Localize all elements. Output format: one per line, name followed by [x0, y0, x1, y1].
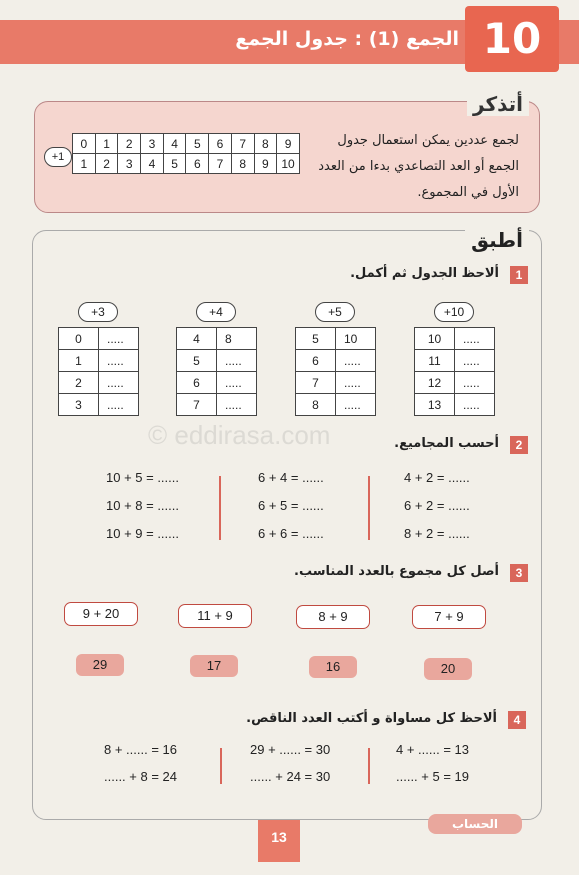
table-cell: 8 [254, 134, 277, 154]
table-cell: 2 [59, 372, 99, 394]
exercise-4-number: 4 [508, 711, 526, 729]
table-cell: 0 [59, 328, 99, 350]
calc-line: 8 + 2 = ...... [404, 526, 470, 541]
table-cell: ..... [99, 372, 139, 394]
table-cell: 1 [59, 350, 99, 372]
plus-one-badge: +1 [44, 147, 72, 167]
table-badge: +5 [315, 302, 355, 322]
table-cell: 6 [209, 134, 232, 154]
table-badge: +3 [78, 302, 118, 322]
exercise-3-instruction: أصل كل مجموع بالعدد المناسب. [294, 564, 499, 579]
table-cell: ..... [455, 394, 495, 416]
table-cell: ..... [455, 350, 495, 372]
exercise-4-instruction: ألاحظ كل مساواة و أكتب العدد الناقص. [246, 711, 497, 726]
exercise-1-table [176, 327, 257, 416]
calc-line: 6 + 5 = ...... [258, 498, 324, 513]
answer-box[interactable]: 20 [424, 658, 472, 680]
calc-line: ...... + 5 = 19 [396, 769, 469, 784]
answer-box[interactable]: 29 [76, 654, 124, 676]
table-cell: ..... [99, 350, 139, 372]
table-cell: 8 [296, 394, 336, 416]
table-cell: 10 [336, 328, 376, 350]
table-cell: 13 [415, 394, 455, 416]
apply-title: أطبق [465, 228, 529, 252]
table-cell: 9 [277, 134, 300, 154]
answer-box[interactable]: 16 [309, 656, 357, 678]
calc-line: 4 + ...... = 13 [396, 742, 469, 757]
table-cell: 6 [177, 372, 217, 394]
table-cell: 7 [296, 372, 336, 394]
table-cell: 11 [415, 350, 455, 372]
table-cell: ..... [336, 372, 376, 394]
watermark: © eddirasa.com [148, 420, 331, 450]
table-cell: 12 [415, 372, 455, 394]
remember-text: لجمع عددين يمكن استعمال جدول الجمع أو العد التصاعدي بدءا من العدد الأول في المجموع. [318, 133, 519, 200]
table-cell: 3 [141, 134, 164, 154]
calc-line: 8 + ...... = 16 [104, 742, 177, 757]
column-divider [220, 748, 222, 784]
table-cell: 2 [118, 134, 141, 154]
table-cell: ..... [217, 394, 257, 416]
table-badge: +10 [434, 302, 474, 322]
table-cell: 5 [186, 134, 209, 154]
table-cell: ..... [455, 372, 495, 394]
table-cell: ..... [336, 394, 376, 416]
sum-box[interactable]: 11 + 9 [178, 604, 252, 628]
table-cell: 1 [95, 134, 118, 154]
sum-box[interactable]: 8 + 9 [296, 605, 370, 629]
table-cell: 1 [73, 154, 96, 174]
calc-line: 6 + 4 = ...... [258, 470, 324, 485]
calc-line: 6 + 6 = ...... [258, 526, 324, 541]
table-cell: 3 [118, 154, 141, 174]
sum-box[interactable]: 7 + 9 [412, 605, 486, 629]
calc-line: 10 + 8 = ...... [106, 498, 179, 513]
exercise-2-number: 2 [510, 436, 528, 454]
table-cell: ..... [217, 350, 257, 372]
table-cell: 6 [296, 350, 336, 372]
lesson-title: الجمع (1) : جدول الجمع [235, 28, 459, 50]
exercise-1-table [58, 327, 139, 416]
table-cell: ..... [217, 372, 257, 394]
table-cell: 5 [296, 328, 336, 350]
table-cell: 6 [186, 154, 209, 174]
exercise-2-instruction: أحسب المجاميع. [394, 436, 499, 451]
calc-line: 10 + 9 = ...... [106, 526, 179, 541]
table-cell: 9 [254, 154, 277, 174]
table-cell: 0 [73, 134, 96, 154]
calc-line: 29 + ...... = 30 [250, 742, 331, 757]
calc-line: ...... + 8 = 24 [104, 769, 177, 784]
table-cell: 2 [95, 154, 118, 174]
table-cell: 4 [177, 328, 217, 350]
remember-title: أتذكر [467, 92, 529, 116]
exercise-3-number: 3 [510, 564, 528, 582]
table-cell: 7 [177, 394, 217, 416]
table-cell: ..... [336, 350, 376, 372]
table-cell: 10 [415, 328, 455, 350]
calc-line: ...... + 24 = 30 [250, 769, 331, 784]
table-cell: ..... [455, 328, 495, 350]
addition-table [72, 133, 300, 174]
exercise-1-number: 1 [510, 266, 528, 284]
exercise-1-instruction: ألاحظ الجدول ثم أكمل. [350, 266, 499, 281]
calc-line: 10 + 5 = ...... [106, 470, 179, 485]
table-cell: 10 [277, 154, 300, 174]
exercise-1-table [295, 327, 376, 416]
calc-line: 6 + 2 = ...... [404, 498, 470, 513]
table-cell: 4 [163, 134, 186, 154]
sum-box[interactable]: 9 + 20 [64, 602, 138, 626]
table-cell: 3 [59, 394, 99, 416]
table-badge: +4 [196, 302, 236, 322]
table-cell: 8 [217, 328, 257, 350]
answer-box[interactable]: 17 [190, 655, 238, 677]
table-cell: 5 [177, 350, 217, 372]
column-divider [368, 476, 370, 540]
table-cell: ..... [99, 328, 139, 350]
table-cell: 8 [231, 154, 254, 174]
table-cell: 4 [141, 154, 164, 174]
footer-label: الحساب [428, 814, 522, 834]
exercise-1-table [414, 327, 495, 416]
column-divider [219, 476, 221, 540]
lesson-number: 10 [465, 6, 559, 72]
table-cell: 5 [163, 154, 186, 174]
table-cell: 7 [231, 134, 254, 154]
page-number: 13 [258, 820, 300, 862]
calc-line: 4 + 2 = ...... [404, 470, 470, 485]
table-cell: 7 [209, 154, 232, 174]
table-cell: ..... [99, 394, 139, 416]
column-divider [368, 748, 370, 784]
